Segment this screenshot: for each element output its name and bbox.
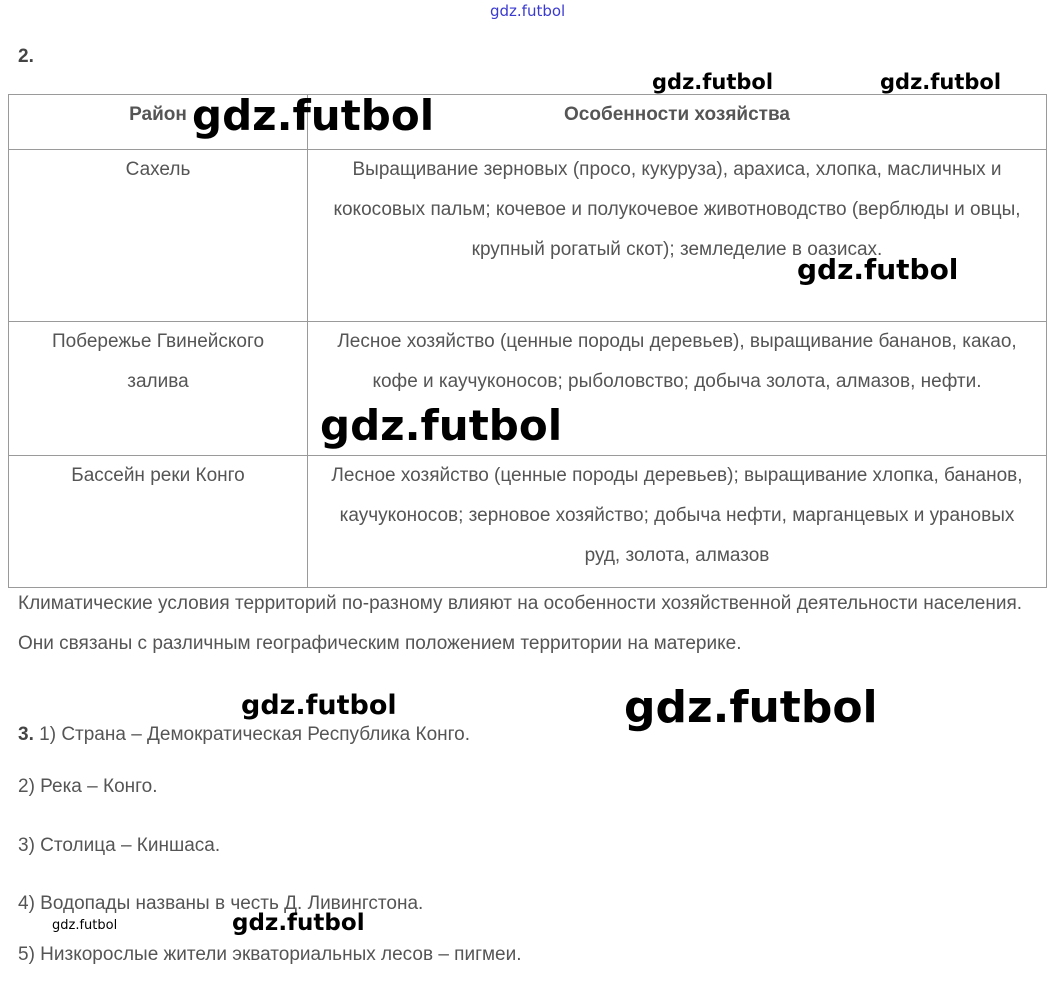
watermark-logo: gdz.futbol bbox=[490, 2, 566, 20]
task-3-item-1 bbox=[18, 724, 470, 746]
table-row bbox=[9, 456, 1047, 588]
economy-cell: Лесное хозяйство (ценные породы деревьев), выращивание бананов, какао, кофе и каучуконосов; рыболовство; добыча золота, алмазов, нефти. bbox=[308, 322, 1047, 456]
task-3-item-2 bbox=[18, 776, 158, 798]
task-3-number: 3. bbox=[18, 724, 34, 745]
watermark-logo: gdz.futbol bbox=[652, 70, 774, 94]
region-cell: Сахель bbox=[9, 150, 308, 322]
economy-cell: Выращивание зерновых (просо, кукуруза), арахиса, хлопка, масличных и кокосовых пальм; кочевое и полукочевое животноводство (верблюды и овцы, крупный рогатый скот); земледелие в оазисах. bbox=[308, 150, 1047, 322]
conclusion-paragraph: Климатические условия территорий по-разному влияют на особенности хозяйственной деятельности населения. Они связаны с различным географическим положением территории на материке. bbox=[18, 593, 1023, 654]
region-cell: Побережье Гвинейского залива bbox=[9, 322, 308, 456]
table-header-row bbox=[9, 95, 1047, 150]
watermark-logo: gdz.futbol bbox=[880, 70, 1002, 94]
answer-text: 1) Страна – Демократическая Республика Конго. bbox=[39, 724, 470, 745]
answer-text: 3) Столица – Киншаса. bbox=[18, 835, 221, 856]
header-region: Район bbox=[9, 95, 308, 150]
watermark-logo: gdz.futbol bbox=[241, 690, 397, 721]
economy-cell: Лесное хозяйство (ценные породы деревьев); выращивание хлопка, бананов, каучуконосов; зерновое хозяйство; добыча нефти, марганцевых и урановых руд, золота, алмазов bbox=[308, 456, 1047, 588]
economy-table bbox=[8, 91, 1047, 588]
task-3-item-5 bbox=[18, 944, 522, 966]
watermark-logo: gdz.futbol bbox=[797, 253, 959, 286]
answer-text: 5) Низкорослые жители экваториальных лесов – пигмеи. bbox=[18, 944, 522, 965]
watermark-logo: gdz.futbol bbox=[320, 401, 563, 450]
answer-text: 4) Водопады названы в честь Д. Ливингстона. bbox=[18, 893, 424, 914]
task-3-item-3 bbox=[18, 835, 220, 857]
watermark-logo: gdz.futbol bbox=[624, 682, 878, 733]
region-cell: Бассейн реки Конго bbox=[9, 456, 308, 588]
task-2-number: 2. bbox=[18, 46, 34, 67]
watermark-logo: gdz.futbol bbox=[192, 91, 435, 140]
watermark-logo: gdz.futbol bbox=[232, 910, 365, 936]
table-row bbox=[9, 150, 1047, 322]
answer-text: 2) Река – Конго. bbox=[18, 776, 158, 797]
watermark-logo: gdz.futbol bbox=[52, 918, 118, 933]
header-economy: Особенности хозяйства bbox=[308, 95, 1047, 150]
